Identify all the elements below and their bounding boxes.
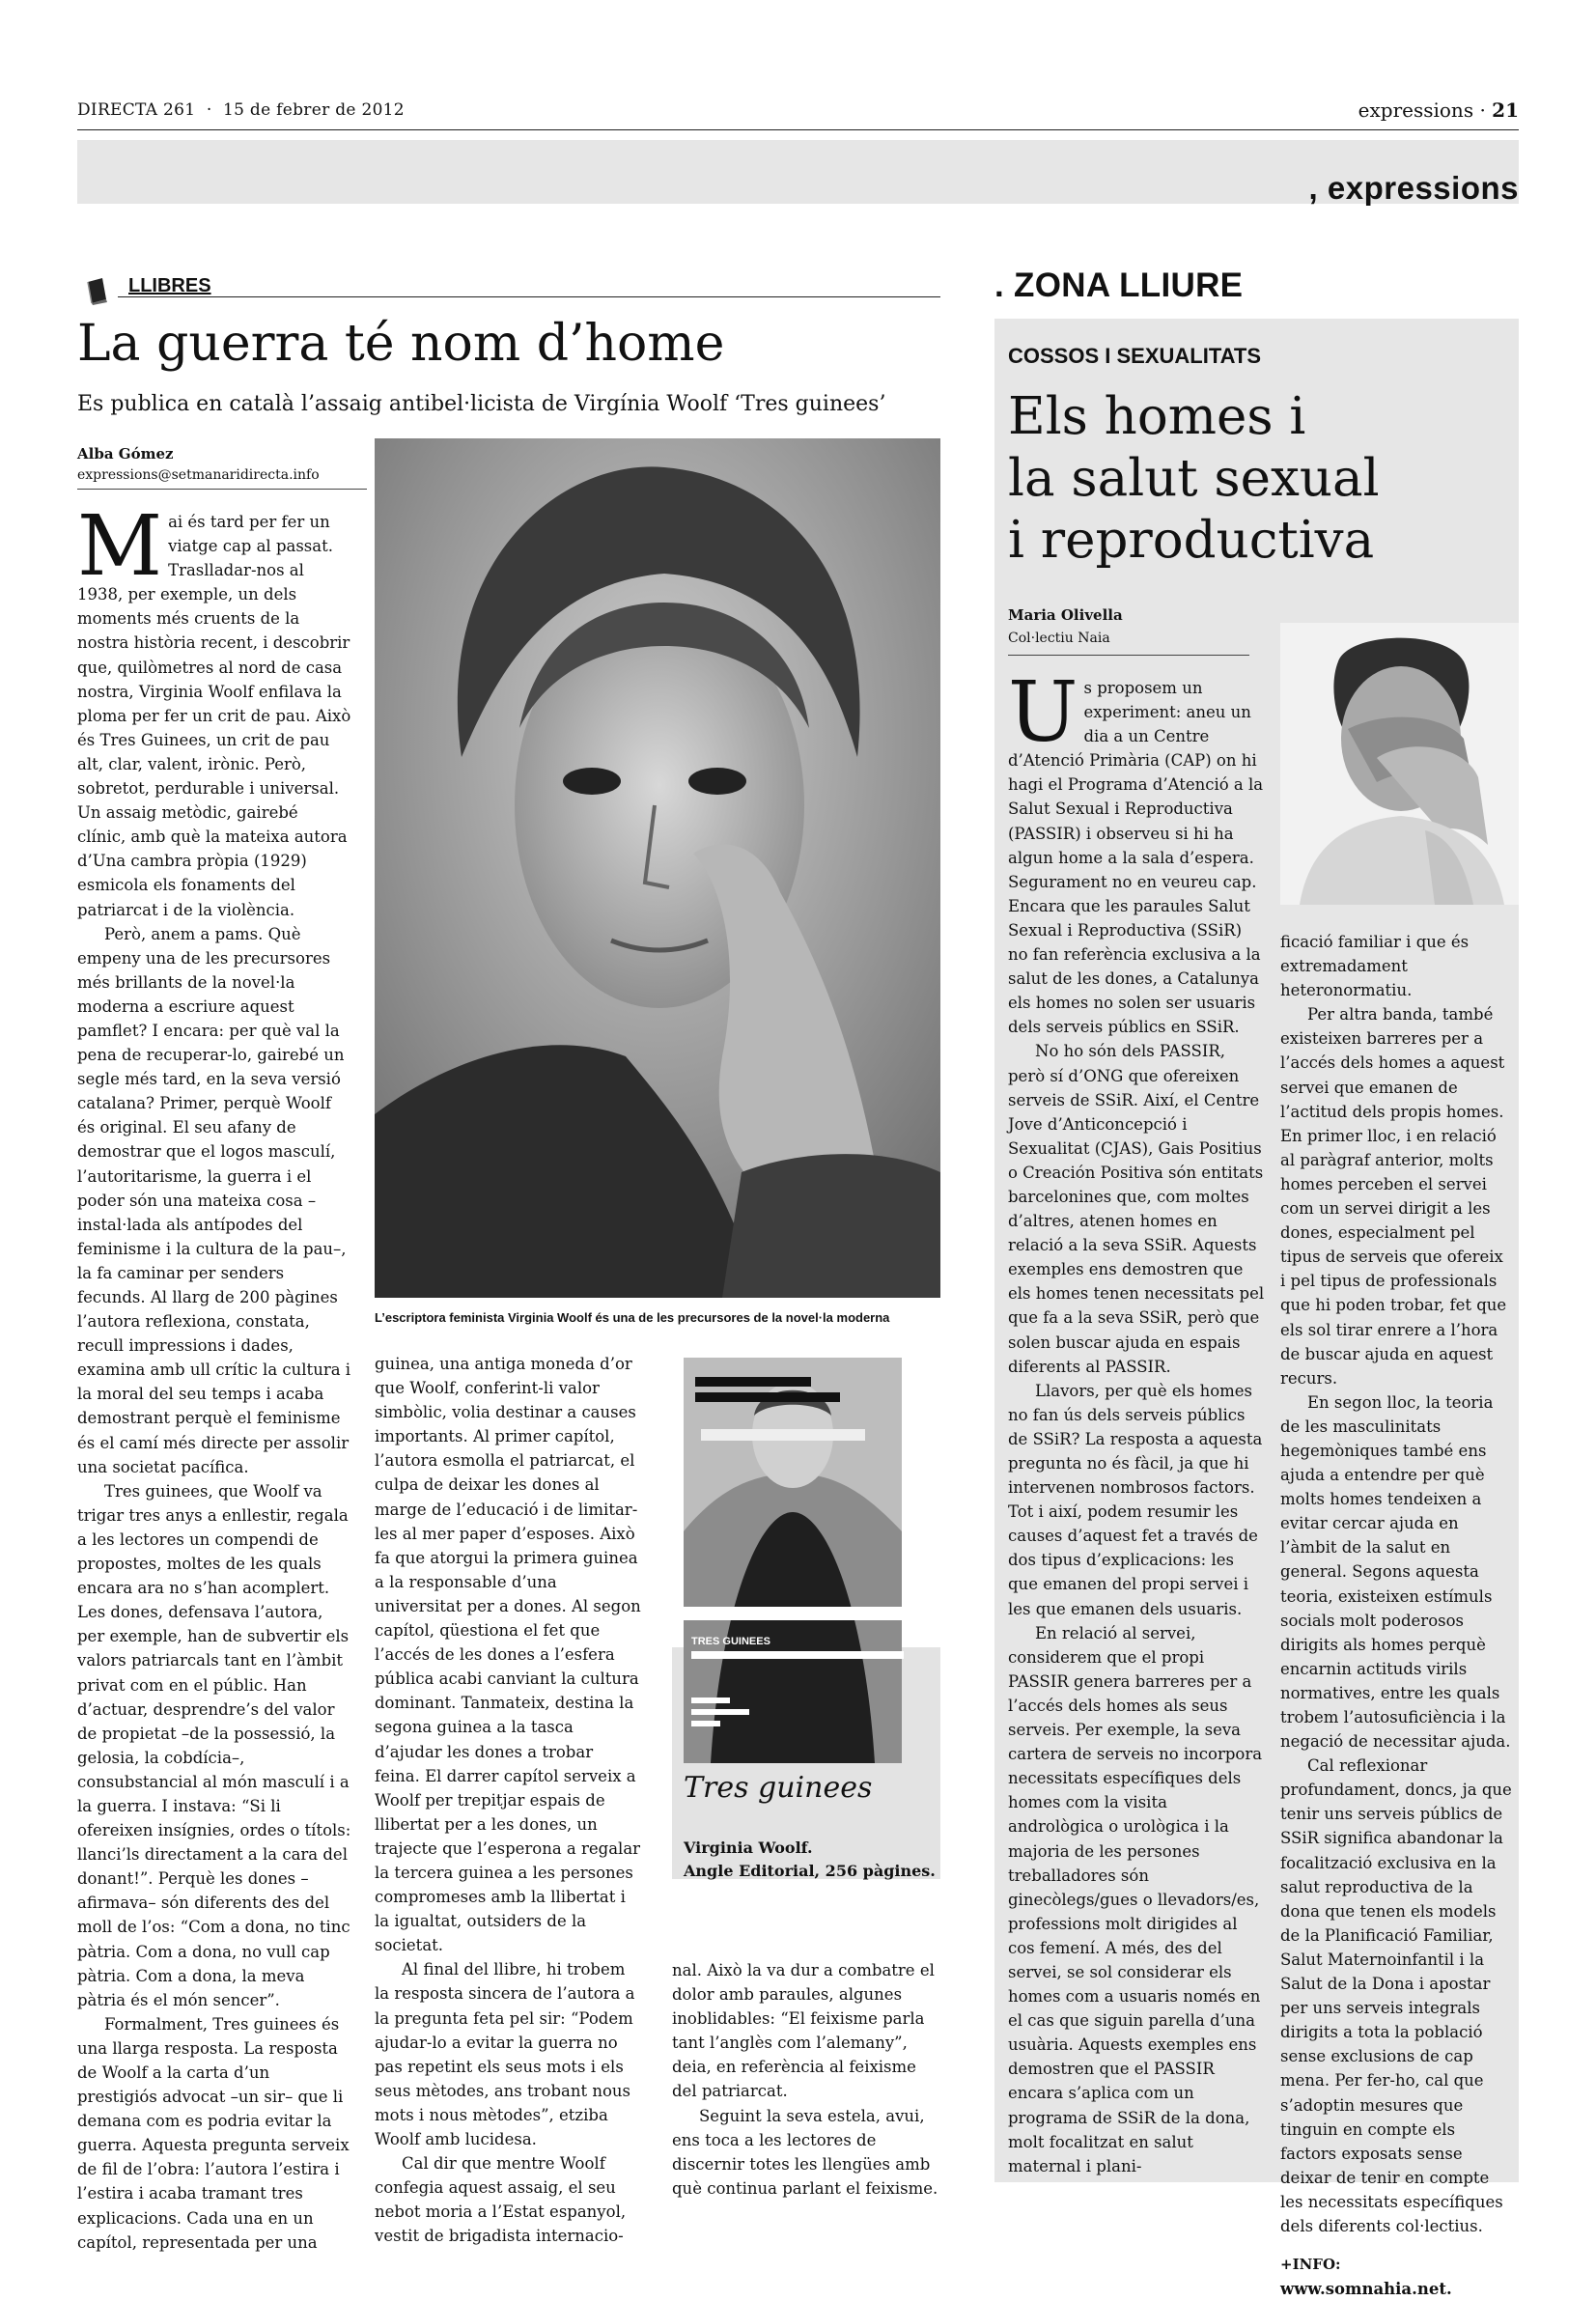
section-band [77,140,1519,204]
author-rule [77,489,367,490]
kicker-rule [118,296,940,297]
section-tag: , expressions [1308,170,1519,206]
paragraph: s proposem un experiment: aneu un dia a un Centre d’Atenció Primària (CAP) on hi hagi el Programa d’Atenció a la Salut Sexual i Reproductiva (PASSIR) i observeu si hi ha algun home a la sala d’espera. Segurament no en veureu cap. Encara que les paraules Salut Sexual i Reproductiva (SSiR) no fan referència exclusiva a la salut de les dones, a Catalunya els homes no solen ser usuaris dels serveis públics en SSiR. [1008,679,1264,1037]
article-column-1 [77,498,351,2255]
article-column-3 [672,1958,940,2201]
paragraph: Llavors, per què els homes no fan ús dels serveis públics de SSiR? La resposta a aquesta pregunta no és fàcil, ja que hi intervenen nombrosos factors. Tot i així, podem resumir les causes d’aquest fet a través de dos tipus d’explicacions: les que emanen del propi servei i les que emanen dels usuaris. [1008,1381,1263,1618]
header-rule [77,129,1519,130]
photo-caption: L’escriptora feminista Virginia Woolf és una de les precursores de la novel·la moderna [375,1310,890,1325]
paragraph: Al final del llibre, hi trobem la resposta sincera de l’autora a la pregunta feta pel sir: “Podem ajudar-lo a evitar la guerra no pas repetint els seus mots i els seus mètodes, ans trobant nous mots i nous mètodes”, etziba Woolf amb lucidesa. [375,1960,635,2148]
article-author: Alba Gómez [77,445,174,463]
article-author: Maria Olivella [1008,606,1123,624]
paragraph: Cal dir que mentre Woolf confegia aquest assaig, el seu nebot moria a l’Estat espanyol, vestit de brigadista internacio- [375,2154,627,2246]
paragraph: guinea, una antiga moneda d’or que Woolf, conferint-li valor simbòlic, volia destinar a causes importants. Al primer capítol, l’autora esmolla el patriarcat, el culpa de deixar les dones al marge de l’educació i de limitar-les al mer paper d’esposes. Això fa que atorgui la primera guinea a la responsable d’una universitat per a dones. Al segon capítol, qüestiona el fet que l’accés de les dones a l’esfera pública acabi canviant la cultura dominant. Tanmateix, destina la segona guinea a la tasca d’ajudar les dones a trobar feina. El darrer capítol serveix a Woolf per trepitjar espais de llibertat per a les dones, un trajecte que l’esperona a regalar la tercera guinea a les persones compromeses amb la llibertat i la igualtat, outsiders de la societat. [375,1355,641,1955]
paragraph: Però, anem a pams. Què empeny una de les precursores més brillants de la novel·la moderna a escriure aquest pamflet? I encara: per què val la pena de recuperar-lo, gairebé un segle més tard, en la seva versió catalana? Primer, perquè Woolf és original. El seu afany de demostrar que el logos masculí, l’autoritarisme, la guerra i el poder són una mateixa cosa –instal·lada als antípodes del feminisme i la cultura de la pau–, la fa caminar per senders fecunds. Al llarg de 200 pàgines l’autora reflexiona, constata, recull impressions i dades, examina amb ull crític la cultura i la moral del seu temps i acaba demostrant perquè el feminisme és el camí més directe per assolir una societat pacífica. [77,924,351,1476]
article-headline: La guerra té nom d’home [77,315,725,373]
drop-cap: M [77,498,163,595]
page-section-info [1358,98,1519,122]
paragraph: ai és tard per fer un viatge cap al passat. Traslladar-nos al 1938, per exemple, un dels moments més cruents de la nostra història recent, i descobrir que, quilòmetres al nord de casa nostra, Virginia Woolf enfilava la ploma per fer un crit de pau. Això és Tres Guinees, un crit de pau alt, clar, valent, irònic. Però, sobretot, perdurable i universal. Un assaig metòdic, gairebé clínic, amb què la mateixa autora d’Una cambra pròpia (1929) esmicola els fonaments del patriarcat i de la violència. [77,513,351,919]
paragraph: Per altra banda, també existeixen barreres per a l’accés dels homes a aquest servei que emanen de l’actitud dels propis homes. En primer lloc, i en relació al paràgraf anterior, molts homes perceben el servei com un servei dirigit a les dones, especialment pel tipus de serveis que ofereix i pel tipus de professionals que hi poden trobar, fet que els sol tirar enrere a l’hora de buscar ajuda en aquest recurs. [1280,1005,1507,1388]
issue-info [77,100,405,120]
headline-line: la salut sexual [1008,449,1380,508]
book-icon [85,276,110,305]
book-cover-label: TRES GUINEES [691,1636,770,1647]
paragraph: Formalment, Tres guinees és una llarga resposta. La resposta de Woolf a la carta d’un prestigiós advocat –un sir– que li demana com es podria evitar la guerra. Aquesta pregunta serveix de fil de l’obra: l’autora l’estira i l’estira i acaba tramant tres explicacions. Cada una en un capítol, representada per una [77,2014,350,2252]
paragraph: En relació al servei, considerem que el propi PASSIR genera barreres per a l’accés dels homes als seus serveis. Per exemple, la seva cartera de serveis no incorpora necessitats específiques dels homes com la visita andrològica o urològica i la majoria de les persones treballadores són ginecòlegs/gues o llevadors/es, professions molt dirigides al cos femení. A més, des del servei, se sol considerar els homes com a usuaris només en el cas que siguin parella d’una usuària. Aquests exemples ens demostren que el PASSIR encara s’aplica com un programa de SSiR de la dona, molt focalitzat en salut maternal i plani- [1008,1623,1263,2175]
man-photo [1280,623,1519,905]
section-heading: . ZONA LLIURE [994,267,1244,304]
paragraph: Seguint la seva estela, avui, ens toca a les lectores de discernir totes les llengües amb què continua parlant el feixisme. [672,2106,938,2198]
issue-date: 15 de febrer de 2012 [222,100,405,120]
paragraph: nal. Això la va dur a combatre el dolor amb paraules, algunes inoblidables: “El feixisme parla tant l’anglès com l’alemany”, deia, en referència al feixisme del patriarcat. [672,1961,935,2101]
article-column-1 [1008,664,1265,2178]
paragraph: En segon lloc, la teoria de les masculinitats hegemòniques també ens ajuda a entendre per què molts homes tendeixen a evitar cercar ajuda en l’àmbit de la salut en general. Segons aquesta teoria, existeixen estímuls socials molt poderosos dirigits als homes perquè encarnin actituds virils normatives, entre les quals trobem l’autosuficiència i la negació de necessitar ajuda. [1280,1392,1511,1752]
article-headline [1008,386,1380,572]
book-author: Virginia Woolf. [684,1838,813,1857]
author-email: expressions@setmanaridirecta.info [77,467,320,483]
article-column-2 [1280,930,1512,2301]
author-organization: Col·lectiu Naia [1008,631,1110,646]
book-publisher: Angle Editorial, 256 pàgines. [684,1862,936,1880]
woolf-portrait-photo [375,438,940,1298]
paragraph: No ho són dels PASSIR, però sí d’ONG que ofereixen serveis de SSiR. Així, el Centre Jove d’Anticoncepció i Sexualitat (CJAS), Gais Positius o Creación Positiva són entitats barcelonines que, com moltes d’altres, atenen homes en relació a la seva SSiR. Aquests exemples ens demostren que els homes tenen necessitats pel que fa a la seva SSiR, però que solen buscar ajuda en espais diferents al PASSIR. [1008,1042,1265,1376]
drop-cap: U [1008,664,1078,761]
headline-line: i reproductiva [1008,511,1375,570]
book-title: Tres guinees [684,1771,873,1805]
article-kicker: LLIBRES [128,275,211,296]
page-number: 21 [1492,98,1519,122]
paragraph: ficació familiar i que és extremadament heteronormatiu. [1280,933,1470,1000]
paragraph: Cal reflexionar profundament, doncs, ja que tenir uns serveis públics de SSiR significa abandonar la focalització exclusiva en la salut reproductiva de la dona que tenen els models de la Planificació Familiar, Salut Maternoinfantil i la Salut de la Dona i apostar per uns serveis integrals dirigits a tota la població sense exclusions de cap mena. Per fer-ho, cal que s’adoptin mesures que tinguin en compte els factors exposats sense deixar de tenir en compte les necessitats específiques dels diferents col·lectius. [1280,1756,1512,2235]
info-link[interactable]: www.somnahia.net. [1280,2280,1452,2299]
info-line [1280,2252,1512,2301]
article-subtitle: Es publica en català l’assaig antibel·licista de Virgínia Woolf ‘Tres guinees’ [77,392,886,416]
info-label: +INFO: [1280,2256,1341,2274]
issue-number: DIRECTA 261 [77,100,196,120]
article-kicker: COSSOS I SEXUALITATS [1008,344,1261,368]
issue-separator: · [206,100,212,120]
headline-line: Els homes i [1008,387,1306,446]
paragraph: Tres guinees, que Woolf va trigar tres anys a enllestir, regala a les lectores un compendi de propostes, moltes de les quals encara ara no s’han acomplert. Les dones, defensava l’autora, per exemple, han de subvertir els valors patriarcals tant en l’àmbit privat com en el públic. Han d’actuar, desprendre’s del valor de propietat –de la possessió, la gelosia, la cobdícia–, consubstancial al món masculí i a la guerra. I instava: “Si li ofereixen insígnies, ordes o títols: llanci’ls directament a la cara del donant!”. Perquè les dones –afirmava– són diferents des del moll de l’os: “Com a dona, no tinc pàtria. Com a dona, no vull cap pàtria. Com a dona, la meva pàtria és el món sencer”. [77,1481,351,2009]
page-section-label: expressions · [1358,98,1486,122]
author-rule [1008,655,1249,656]
article-column-2 [375,1352,641,2248]
